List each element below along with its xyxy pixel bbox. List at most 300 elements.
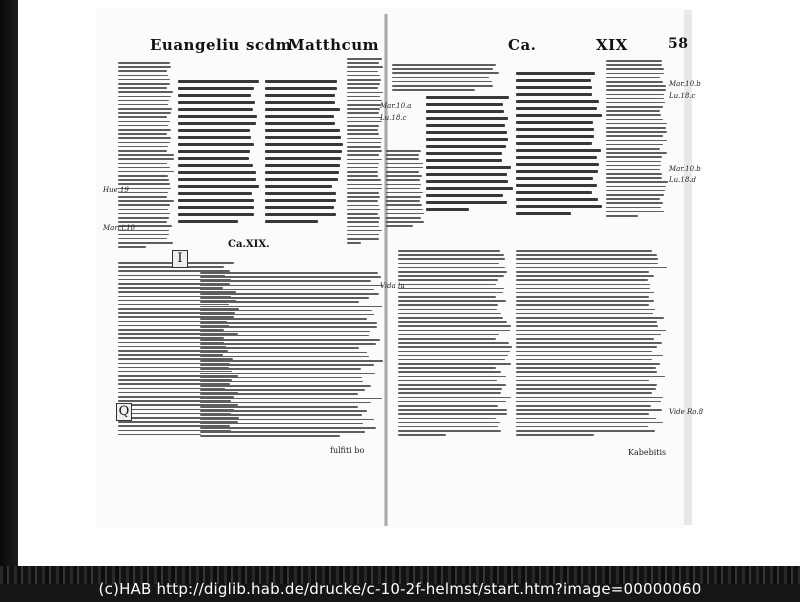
margin-note: Lu.18.c xyxy=(669,92,696,100)
text-line xyxy=(200,339,380,341)
text-line xyxy=(516,267,667,269)
text-line xyxy=(118,66,171,68)
text-line xyxy=(398,371,501,373)
margin-note: Mar.10.b xyxy=(669,165,701,173)
text-line xyxy=(118,154,174,156)
text-line xyxy=(265,80,337,83)
text-line xyxy=(516,426,648,428)
text-line xyxy=(516,430,655,432)
decorated-initial-left-lower: Q xyxy=(116,403,132,421)
text-line xyxy=(200,364,374,366)
text-line xyxy=(606,102,665,104)
text-line xyxy=(386,163,423,165)
text-line xyxy=(398,300,506,302)
text-line xyxy=(386,167,423,169)
text-line xyxy=(516,363,660,365)
text-line xyxy=(200,326,377,328)
text-line xyxy=(606,123,667,125)
text-line xyxy=(347,238,379,240)
text-line xyxy=(516,288,650,290)
text-line xyxy=(516,434,594,436)
margin-note: Hue.19 xyxy=(103,186,129,194)
text-line xyxy=(516,250,652,252)
folio-number: 58 xyxy=(668,36,689,52)
text-line xyxy=(516,275,654,277)
text-line xyxy=(200,335,369,337)
text-line xyxy=(398,388,502,390)
text-line xyxy=(398,279,498,281)
text-line xyxy=(118,125,168,127)
margin-note: Lu.18.d xyxy=(669,176,696,184)
text-line xyxy=(606,77,660,79)
text-line xyxy=(200,310,372,312)
text-line xyxy=(516,254,657,256)
text-line xyxy=(516,367,656,369)
left-running-head-matthew: Matthcum xyxy=(288,36,379,54)
left-running-head-secundum: scdm xyxy=(246,36,292,54)
text-line xyxy=(118,108,172,110)
text-line xyxy=(347,217,380,219)
text-line xyxy=(606,85,666,87)
text-line xyxy=(118,87,167,89)
text-line xyxy=(118,116,167,118)
text-line xyxy=(398,317,503,319)
text-line xyxy=(200,306,382,308)
text-line xyxy=(200,414,362,416)
image-credit-caption: (c)HAB http://diglib.hab.de/drucke/c-10-2f-helmst/start.htm?image=00000060 xyxy=(98,580,702,598)
text-line xyxy=(398,284,496,286)
text-line xyxy=(516,263,658,265)
text-line xyxy=(200,427,376,429)
text-line xyxy=(200,385,371,387)
text-line xyxy=(118,70,167,72)
text-line xyxy=(200,389,365,391)
text-line xyxy=(347,192,379,194)
text-line xyxy=(516,351,652,353)
text-line xyxy=(426,159,502,162)
text-line xyxy=(200,368,361,370)
text-line xyxy=(516,397,663,399)
text-line xyxy=(398,321,507,323)
text-line xyxy=(178,115,257,118)
text-line xyxy=(386,150,421,152)
text-line xyxy=(606,110,660,112)
text-line xyxy=(426,110,504,113)
text-line xyxy=(118,150,167,152)
text-line xyxy=(516,338,654,340)
text-line xyxy=(426,138,508,141)
text-line xyxy=(386,204,422,206)
text-line xyxy=(118,91,173,93)
text-line xyxy=(516,184,597,187)
text-line xyxy=(347,196,380,198)
text-line xyxy=(606,131,667,133)
text-line xyxy=(178,94,251,97)
text-line xyxy=(516,79,591,82)
text-line xyxy=(200,381,363,383)
text-line xyxy=(606,81,663,83)
text-line xyxy=(386,158,419,160)
text-line xyxy=(347,179,381,181)
text-line xyxy=(516,380,649,382)
text-line xyxy=(347,104,381,106)
text-line xyxy=(516,292,654,294)
text-line xyxy=(606,140,667,142)
book-gutter xyxy=(384,14,388,526)
left-main-text-column-a xyxy=(178,80,260,227)
text-line xyxy=(347,188,382,190)
text-line xyxy=(516,401,661,403)
text-line xyxy=(398,430,501,432)
text-line xyxy=(386,213,424,215)
right-running-head-ca: Ca. xyxy=(508,36,537,54)
text-line xyxy=(200,322,377,324)
text-line xyxy=(118,75,168,77)
text-line xyxy=(178,143,254,146)
margin-note: Vida lu xyxy=(380,282,405,290)
text-line xyxy=(347,129,378,131)
left-running-head-gospel: Euangeliu xyxy=(150,36,240,54)
text-line xyxy=(516,355,663,357)
text-line xyxy=(606,198,660,200)
text-line xyxy=(606,211,664,213)
text-line xyxy=(178,171,256,174)
text-line xyxy=(178,122,256,125)
text-line xyxy=(347,125,379,127)
text-line xyxy=(426,117,508,120)
chapter-label: Ca.XIX. xyxy=(228,239,270,250)
text-line xyxy=(426,180,508,183)
margin-note: Mar.10.a xyxy=(380,102,412,110)
left-lower-commentary-b xyxy=(200,272,383,440)
text-line xyxy=(200,406,358,408)
text-line xyxy=(606,207,661,209)
text-line xyxy=(265,87,337,90)
text-line xyxy=(200,297,369,299)
text-line xyxy=(118,129,171,131)
text-line xyxy=(606,89,666,91)
left-gloss-column-right xyxy=(347,58,383,246)
text-line xyxy=(386,175,422,177)
text-line xyxy=(516,163,599,166)
text-line xyxy=(265,199,336,202)
text-line xyxy=(118,179,169,181)
text-line xyxy=(386,171,419,173)
text-line xyxy=(118,104,168,106)
text-line xyxy=(200,402,371,404)
text-line xyxy=(265,171,339,174)
text-line xyxy=(398,338,496,340)
text-line xyxy=(606,169,660,171)
text-line xyxy=(606,98,664,100)
text-line xyxy=(200,318,367,320)
text-line xyxy=(398,418,496,420)
text-line xyxy=(516,279,648,281)
left-gloss-column-top xyxy=(118,62,174,250)
text-line xyxy=(386,225,413,227)
right-gloss-column-right xyxy=(606,60,668,219)
left-main-text-column-b xyxy=(265,80,343,227)
text-line xyxy=(606,186,666,188)
text-line xyxy=(118,209,168,211)
text-line xyxy=(606,215,638,217)
text-line xyxy=(347,138,382,140)
text-line xyxy=(516,405,651,407)
text-line xyxy=(200,289,374,291)
text-line xyxy=(398,330,510,332)
text-line xyxy=(606,94,664,96)
text-line xyxy=(265,150,342,153)
text-line xyxy=(118,196,167,198)
text-line xyxy=(398,384,506,386)
text-line xyxy=(347,205,379,207)
text-line xyxy=(200,314,374,316)
text-line xyxy=(200,272,378,274)
text-line xyxy=(516,86,592,89)
text-line xyxy=(200,301,359,303)
text-line xyxy=(606,60,662,62)
text-line xyxy=(200,423,363,425)
text-line xyxy=(200,331,370,333)
text-line xyxy=(516,258,658,260)
text-line xyxy=(516,296,649,298)
text-line xyxy=(265,94,335,97)
text-line xyxy=(606,202,663,204)
text-line xyxy=(386,196,421,198)
text-line xyxy=(516,205,602,208)
text-line xyxy=(118,221,167,223)
text-line xyxy=(178,150,250,153)
text-line xyxy=(606,173,662,175)
text-line xyxy=(118,167,170,169)
text-line xyxy=(265,206,334,209)
text-line xyxy=(265,122,335,125)
text-line xyxy=(118,146,168,148)
text-line xyxy=(398,288,504,290)
text-line xyxy=(398,405,498,407)
text-line xyxy=(516,346,657,348)
text-line xyxy=(386,188,420,190)
text-line xyxy=(118,434,201,436)
text-line xyxy=(118,234,169,236)
text-line xyxy=(347,108,380,110)
text-line xyxy=(118,171,174,173)
text-line xyxy=(347,167,378,169)
text-line xyxy=(118,142,170,144)
text-line xyxy=(347,159,382,161)
text-line xyxy=(200,377,362,379)
text-line xyxy=(516,342,662,344)
right-catchword: Kabebitis xyxy=(628,448,667,457)
text-line xyxy=(398,304,498,306)
text-line xyxy=(178,80,259,83)
text-line xyxy=(347,96,380,98)
text-line xyxy=(516,376,665,378)
text-line xyxy=(426,194,503,197)
text-line xyxy=(392,89,475,91)
text-line xyxy=(118,175,168,177)
text-line xyxy=(606,181,668,183)
text-line xyxy=(398,409,507,411)
text-line xyxy=(178,199,254,202)
right-lower-commentary-a xyxy=(398,250,512,438)
text-line xyxy=(200,343,376,345)
text-line xyxy=(118,79,170,81)
text-line xyxy=(265,185,332,188)
text-line xyxy=(265,108,340,111)
text-line xyxy=(398,254,504,256)
text-line xyxy=(606,156,662,158)
text-line xyxy=(392,81,492,83)
text-line xyxy=(386,154,419,156)
text-line xyxy=(398,258,505,260)
text-line xyxy=(347,58,382,60)
text-line xyxy=(178,192,252,195)
text-line xyxy=(398,376,506,378)
text-line xyxy=(386,217,421,219)
text-line xyxy=(398,397,511,399)
text-line xyxy=(426,152,502,155)
text-line xyxy=(516,135,594,138)
left-catchword: fulfiti bo xyxy=(330,446,365,455)
text-line xyxy=(347,92,383,94)
text-line xyxy=(398,401,506,403)
text-line xyxy=(398,392,501,394)
text-line xyxy=(606,68,664,70)
text-line xyxy=(386,221,424,223)
text-line xyxy=(426,103,503,106)
text-line xyxy=(606,152,667,154)
text-line xyxy=(118,83,170,85)
text-line xyxy=(398,363,511,365)
text-line xyxy=(398,413,507,415)
text-line xyxy=(118,242,173,244)
text-line xyxy=(178,108,253,111)
text-line xyxy=(398,263,499,265)
text-line xyxy=(516,271,649,273)
text-line xyxy=(606,73,664,75)
text-line xyxy=(178,136,251,139)
text-line xyxy=(118,213,170,215)
text-line xyxy=(265,101,335,104)
margin-note: Lu.18.c xyxy=(380,114,407,122)
text-line xyxy=(178,101,255,104)
margin-note: Mar.10.b xyxy=(669,80,701,88)
text-line xyxy=(347,175,378,177)
text-line xyxy=(398,292,503,294)
text-line xyxy=(398,275,504,277)
text-line xyxy=(200,410,367,412)
margin-note: Vide Ro.8 xyxy=(669,408,704,416)
text-line xyxy=(398,434,446,436)
text-line xyxy=(606,177,662,179)
text-line xyxy=(516,317,664,319)
text-line xyxy=(426,187,513,190)
text-line xyxy=(516,212,571,215)
text-line xyxy=(516,388,656,390)
text-line xyxy=(265,136,341,139)
text-line xyxy=(398,267,505,269)
right-top-commentary xyxy=(392,64,502,93)
text-line xyxy=(200,356,369,358)
text-line xyxy=(265,164,340,167)
text-line xyxy=(516,309,655,311)
text-line xyxy=(386,192,423,194)
text-line xyxy=(200,393,358,395)
text-line xyxy=(118,200,174,202)
text-line xyxy=(398,346,512,348)
text-line xyxy=(398,422,500,424)
text-line xyxy=(178,157,249,160)
text-line xyxy=(606,135,663,137)
text-line xyxy=(118,238,167,240)
text-line xyxy=(516,114,602,117)
text-line xyxy=(386,200,420,202)
text-line xyxy=(347,184,382,186)
text-line xyxy=(200,373,375,375)
text-line xyxy=(200,398,382,400)
text-line xyxy=(392,72,499,74)
text-line xyxy=(178,129,250,132)
text-line xyxy=(516,304,649,306)
text-line xyxy=(200,347,359,349)
text-line xyxy=(516,300,654,302)
text-line xyxy=(347,209,380,211)
text-line xyxy=(386,209,423,211)
text-line xyxy=(516,325,658,327)
text-line xyxy=(516,149,601,152)
text-line xyxy=(516,191,592,194)
text-line xyxy=(265,115,334,118)
text-line xyxy=(118,133,167,135)
text-line xyxy=(516,422,663,424)
text-line xyxy=(386,184,421,186)
text-line xyxy=(426,201,507,204)
text-line xyxy=(398,355,508,357)
text-line xyxy=(398,426,498,428)
text-line xyxy=(516,371,657,373)
text-line xyxy=(347,213,378,215)
text-line xyxy=(516,72,595,75)
text-line xyxy=(398,250,500,252)
text-line xyxy=(347,242,361,244)
text-line xyxy=(118,137,171,139)
text-line xyxy=(386,179,420,181)
text-line xyxy=(426,145,506,148)
text-line xyxy=(347,87,378,89)
text-line xyxy=(347,62,379,64)
decorated-initial-left: I xyxy=(172,250,188,268)
text-line xyxy=(347,121,382,123)
text-line xyxy=(265,157,341,160)
text-line xyxy=(118,100,169,102)
text-line xyxy=(347,117,382,119)
text-line xyxy=(392,64,496,66)
text-line xyxy=(347,83,380,85)
text-line xyxy=(516,100,599,103)
text-line xyxy=(516,198,598,201)
text-line xyxy=(392,77,489,79)
text-line xyxy=(398,359,505,361)
text-line xyxy=(606,190,665,192)
text-line xyxy=(118,121,170,123)
text-line xyxy=(118,158,174,160)
text-line xyxy=(516,359,652,361)
text-line xyxy=(178,87,254,90)
text-line xyxy=(426,166,511,169)
right-gloss-column-mid xyxy=(386,150,424,230)
text-line xyxy=(200,293,379,295)
